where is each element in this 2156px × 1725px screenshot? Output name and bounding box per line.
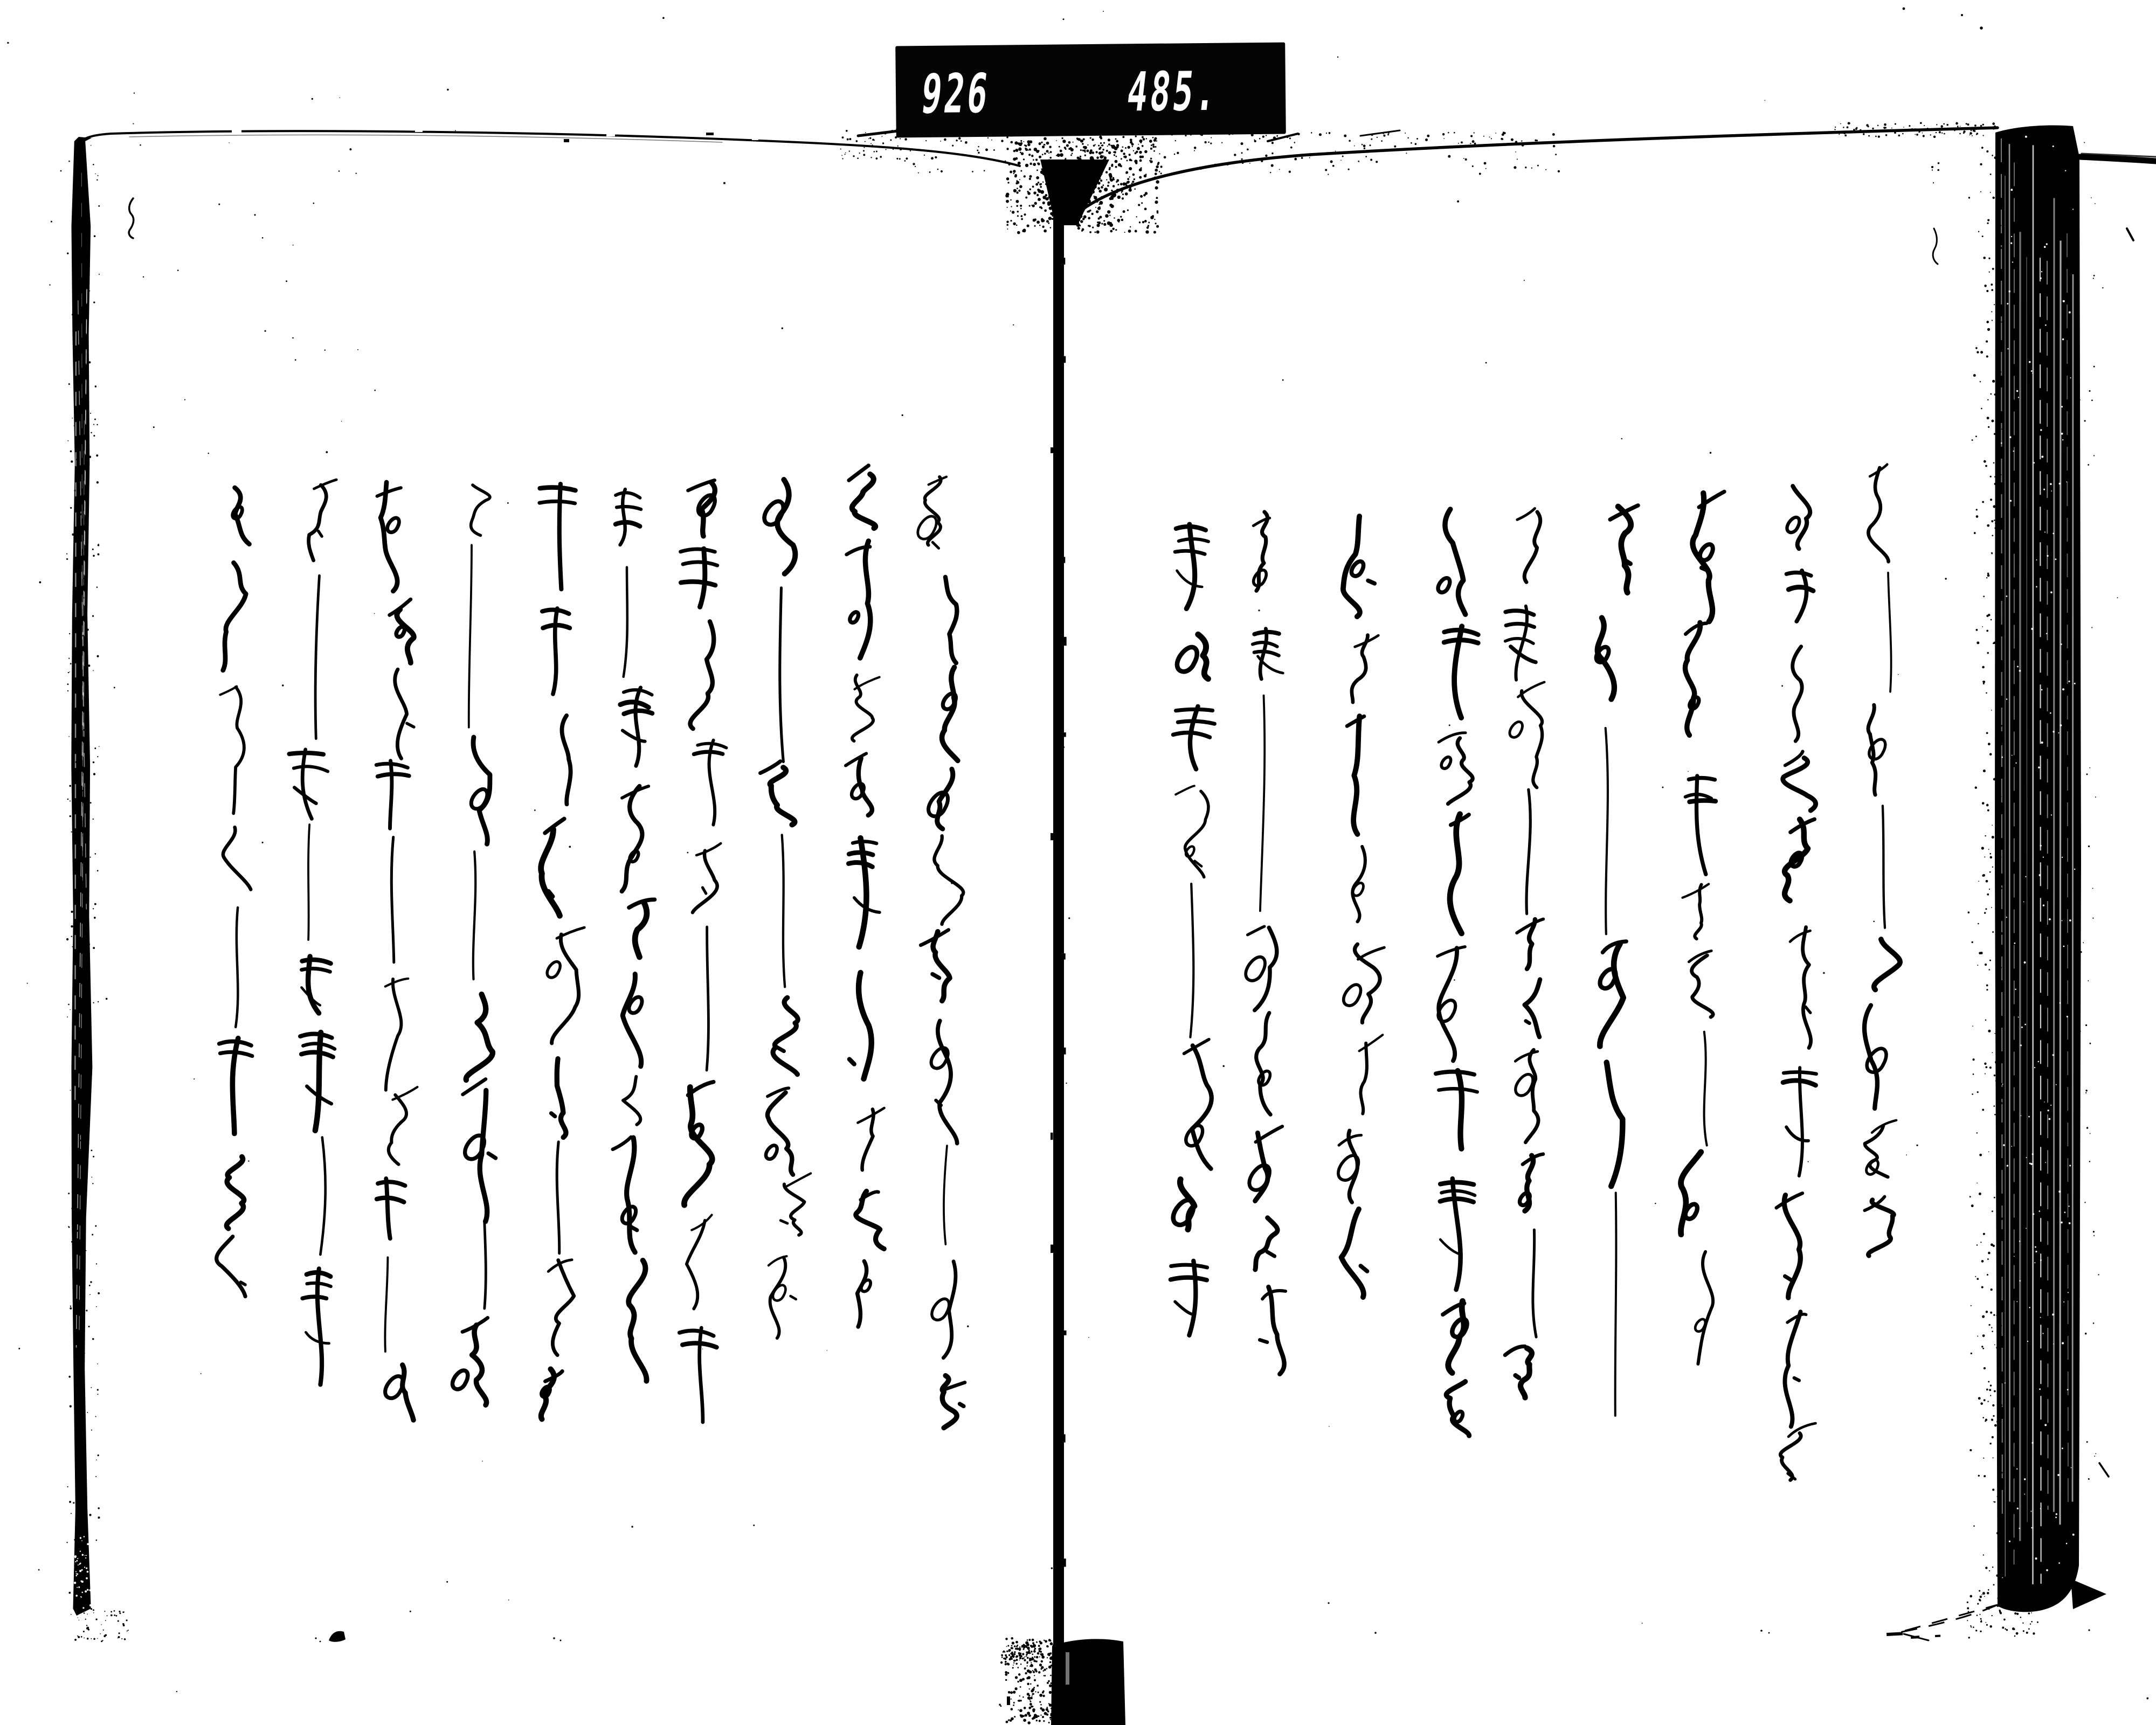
- right-page-calligraphy: [1171, 465, 1900, 1480]
- counter-right-value: 485.: [1124, 59, 1222, 124]
- page-top-edges: [81, 128, 1998, 214]
- scan-small-marks: [129, 8, 2133, 1643]
- center-gutter-binding: [840, 129, 1560, 1725]
- counter-left-value: 926: [918, 61, 994, 126]
- scan-noise-speckles: [7, 11, 2148, 1699]
- left-page-calligraphy: [217, 466, 965, 1428]
- page-counter-plate: [895, 43, 1286, 138]
- left-page-outer-edge: [66, 137, 129, 1642]
